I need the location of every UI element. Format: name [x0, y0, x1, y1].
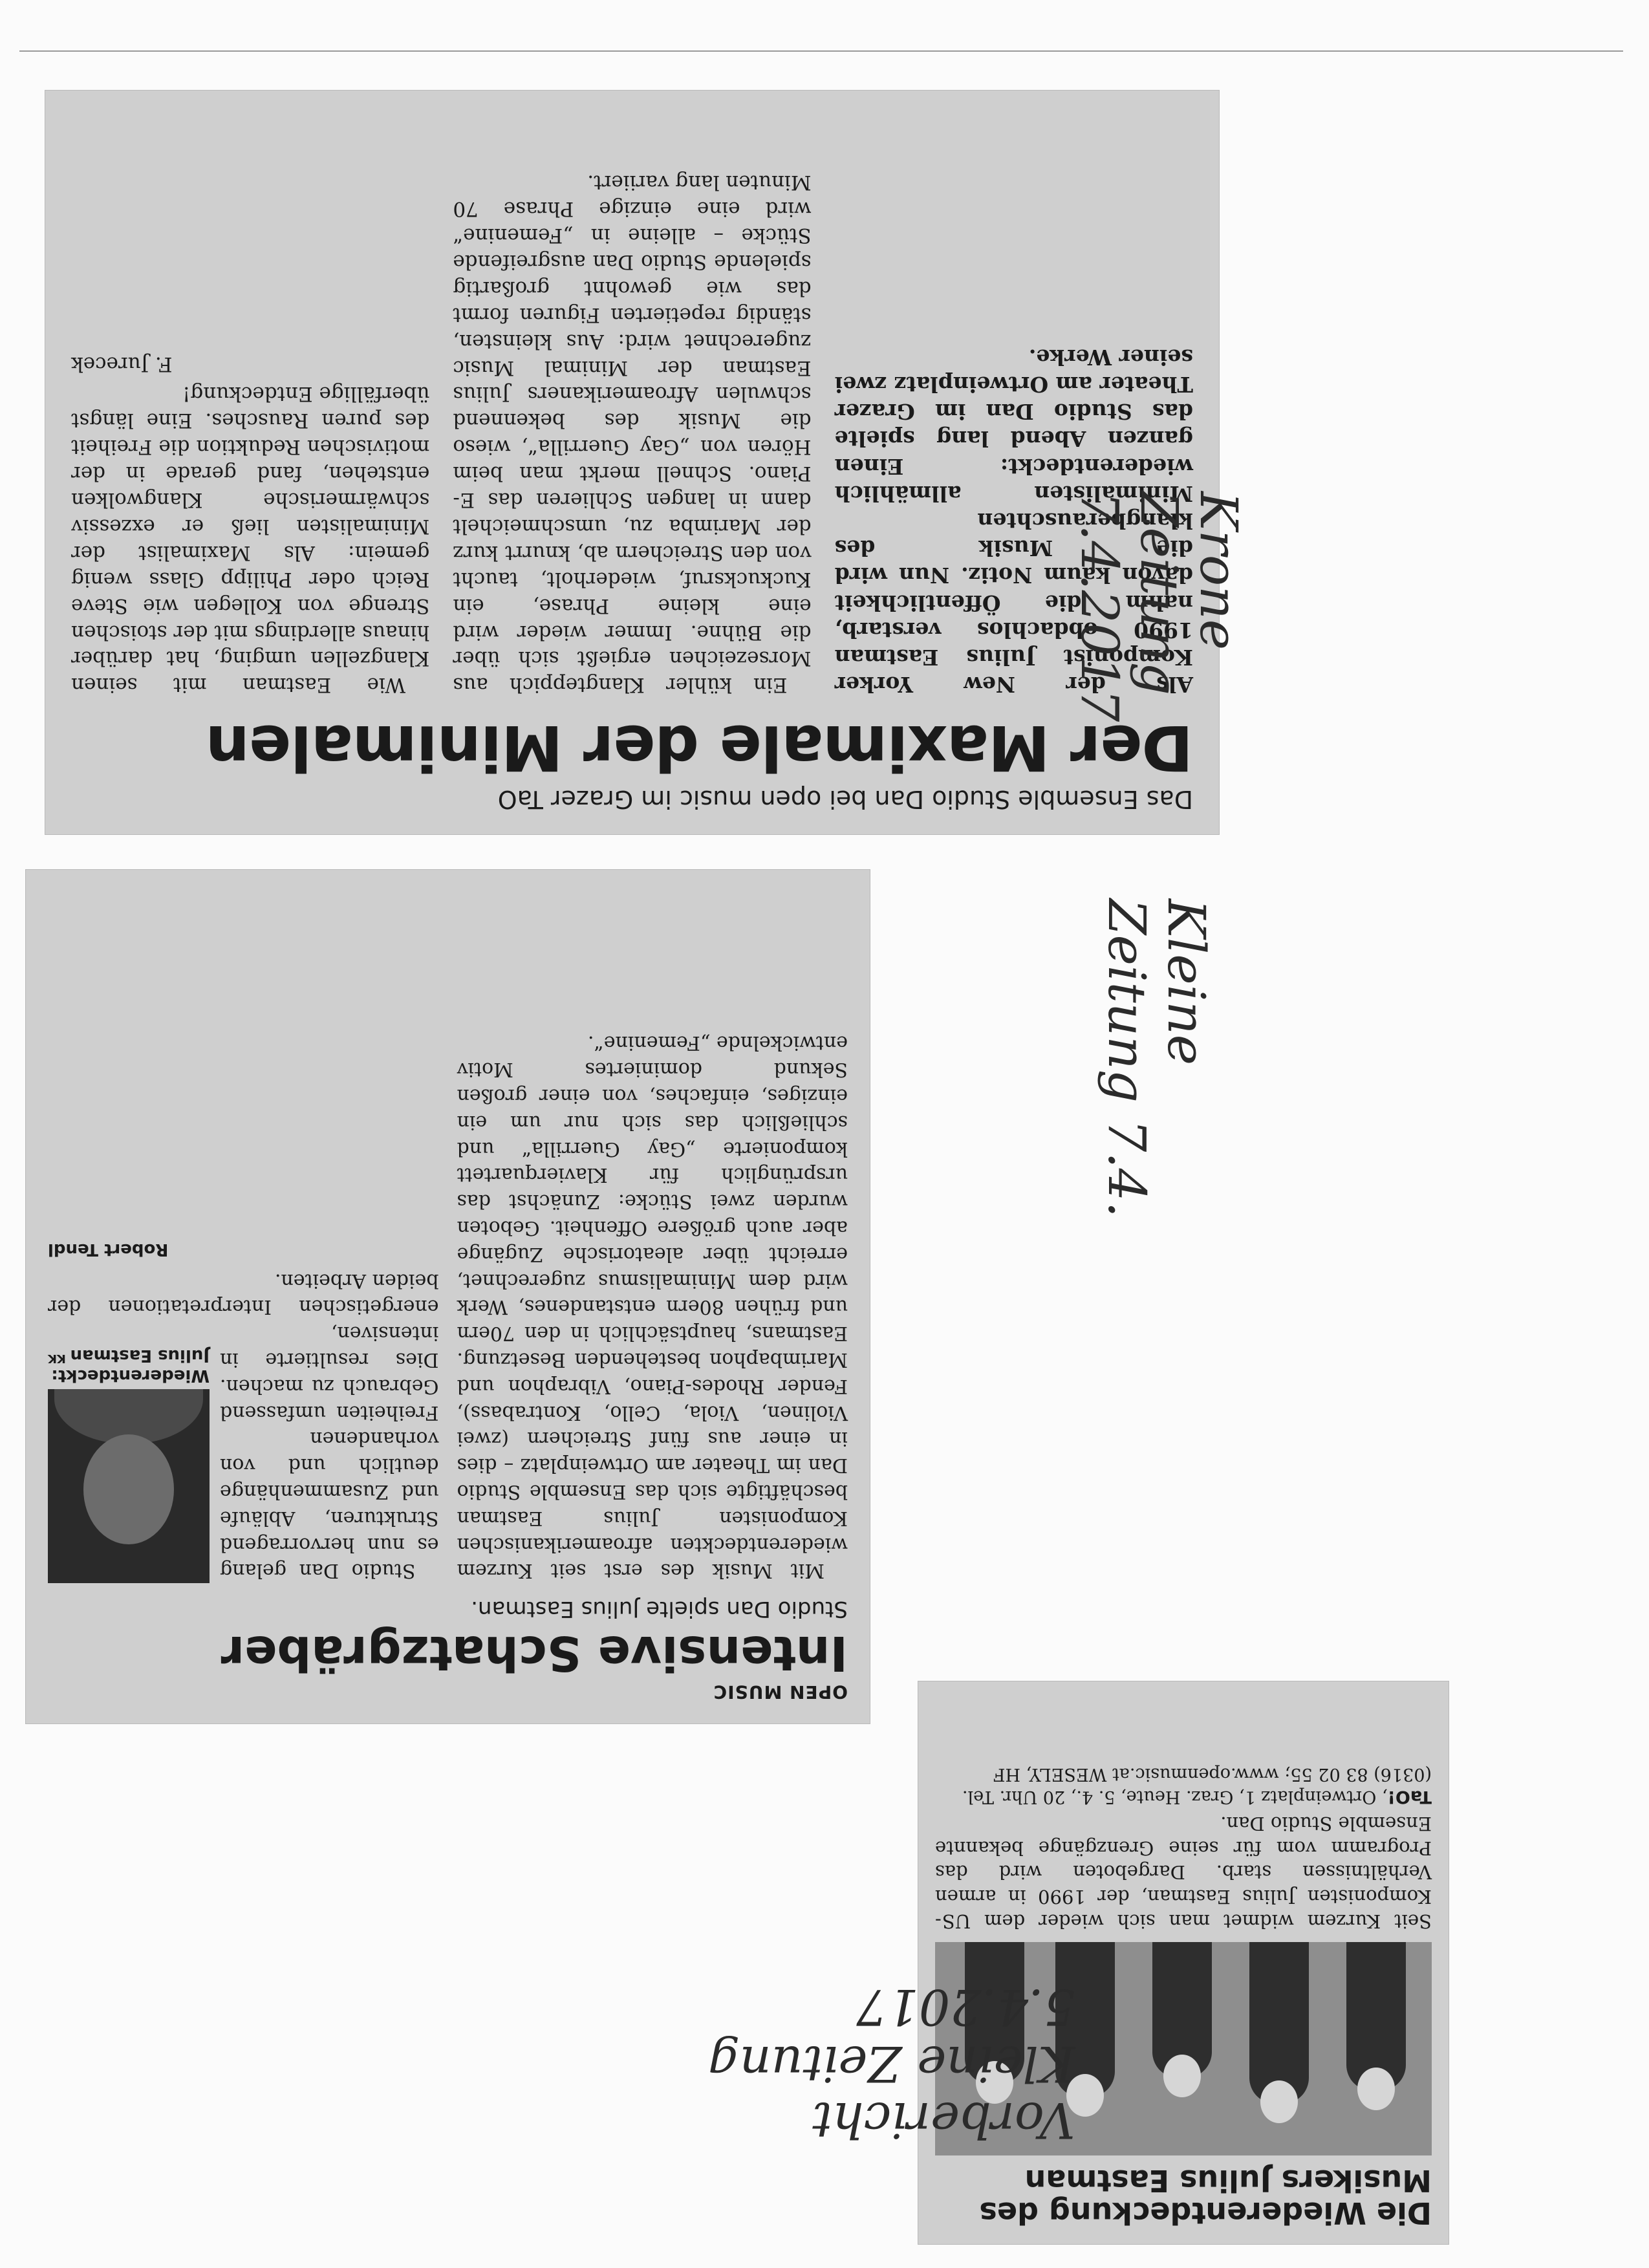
article-signature: F. Jurecek	[71, 352, 173, 376]
photo-credit: KK	[48, 1352, 66, 1366]
clipping-content	[26, 870, 870, 1723]
handwritten-line: Zeitung 7.4.	[1097, 899, 1157, 1218]
event-details: , Ortweinplatz 1, Graz. Heute, 5. 4., 20 Uhr. Tel. (0316) 83 02 55; www.openmusic.at	[962, 1764, 1432, 1808]
handwritten-line: 5.4.2017	[856, 1978, 1075, 2036]
handwritten-note-kleine-7-4	[1097, 899, 1216, 1218]
handwritten-note-krone	[1070, 491, 1248, 722]
article-headline: Intensive Schatzgräber	[221, 1625, 848, 1681]
musician-figure	[1249, 1942, 1309, 2104]
article-columns	[71, 166, 1193, 698]
musician-head	[1357, 2068, 1395, 2110]
article-column-1	[457, 1027, 848, 1584]
article-subhead: Studio Dan spielte Julius Eastman.	[471, 1596, 848, 1623]
article-column-2	[453, 166, 811, 698]
portrait-figure	[48, 1345, 210, 1583]
article-author: Robert Tendl	[48, 1239, 169, 1259]
clipping-intensive-schatzgraeber	[26, 870, 870, 1723]
handwritten-line: Vorbericht	[812, 2091, 1075, 2150]
photo-credit: WESELY, HF	[993, 1764, 1107, 1785]
handwritten-line: Krone	[1189, 491, 1249, 651]
musician-head	[1163, 2055, 1201, 2097]
handwritten-line: Kleine Zeitung	[708, 2035, 1075, 2093]
article-rubric: OPEN MUSIC	[713, 1681, 848, 1703]
clipping-der-maximale-der-minimalen	[45, 91, 1219, 834]
handwritten-note-vorbericht	[708, 1979, 1075, 2148]
musician-head	[1260, 2080, 1298, 2123]
article-paragraph: Studio Dan gelang es nun hervorragend Strukturen, Abläufe und Zusammenhänge deutlich und von vorhandenen Freiheiten umfassend Gebrauch zu machen. Dies resultierte in intensiven, energetischen Interpretationen der beiden Arbeiten.	[48, 1269, 439, 1582]
article-paragraph: Wie Eastman mit seinen Klangzellen umging, hat darüber hinaus allerdings mit der stoischen Strenge von Kollegen wie Steve Reich oder Philipp Glass wenig gemein: Als Maximalist der Minimalisten ließ er exzessiv schwärmerische Klangwolken entstehen, fand gerade in der motivischen Reduktion die Freiheit des puren Rausches. Eine längst überfällige Entdeckung!	[71, 382, 430, 697]
photo-caption	[48, 1345, 210, 1385]
clipping-content	[45, 91, 1219, 834]
handwritten-line: Kleine	[1156, 899, 1216, 1066]
portrait-photo	[48, 1389, 210, 1583]
event-venue: TaO!	[1387, 1787, 1432, 1808]
article-kicker: Das Ensemble Studio Dan bei open music im Grazer TaO	[497, 785, 1193, 814]
portrait-face-shape	[83, 1434, 174, 1544]
article-paragraph: Ein kühler Klangteppich aus Morsezeichen ergießt sich über die Bühne. Immer wieder wird eine kleine Phrase, ein Kuckucksruf, wiederholt, taucht von den Streichern ab, knurrt kurz der Marimba zu, umschmeichelt dann in langen Schlieren das E-Piano. Schnell merkt man beim Hören von „Gay Guerrilla“, wieso die Musik des bekennend schwulen Afroamerikaners Julius Eastman der Minimal Music zugerechnet wird: Aus kleinsten, ständig repetierten Figuren formt das wie gewohnt großartig spielende Studio Dan ausgreifende Stücke – alleine in „Femenine“ wird eine einzige Phrase 70 Minuten lang variiert.	[453, 171, 812, 697]
article-paragraph: Mit Musik des erst seit Kurzem wiederentdeckten afroamerikanischen Komponisten Julius Eastman beschäftigte sich das Ensemble Studio Dan im Theater am Ortweinplatz – dies in einer aus fünf Streichern (zwei Violinen, Viola, Cello, Kontrabass), Fender Rhodes-Piano, Vibraphon und Marimbaphon bestehenden Besetzung. Eastmans, hauptsächlich in den 70ern und frühen 80ern entstandenes, Werk wird dem Minimalismus zugerechnet, erreicht über aleatorische Zugänge aber auch größere Offenheit. Geboten wurden zwei Stücke: Zunächst das ursprünglich für Klavierquartett komponierte „Gay Guerrilla“ und schließlich das sich nur um ein einziges, einfaches, von einer großen Sekund dominiertes Motiv entwickelnde „Femenine“.	[457, 1031, 848, 1582]
article-column-3	[71, 166, 429, 698]
article-headline: Die Wiederentdeckung des Musikers Julius Eastman	[979, 2163, 1432, 2230]
article-lead: Als der New Yorker Komponist Julius Eastman 1990 obdachlos verstarb, nahm die Öffentlichkeit davon kaum Notiz. Nun wird die Musik des klangberauschten Minimalisten allmählich wiederentdeckt: Einen ganzen Abend lang spielte das Studio Dan im Grazer Theater am Ortweinplatz zwei seiner Werke.	[834, 344, 1193, 698]
article-columns	[48, 1027, 848, 1584]
article-headline: Der Maximale der Minimalen	[206, 711, 1193, 784]
article-column-2	[48, 1027, 439, 1584]
article-text: Seit Kurzem widmet man sich wieder dem US-Komponisten Julius Eastman, der 1990 in armen Verhältnissen starb. Dargeboten wird das Programm vom für seine Grenzgänge bekannte Ensemble Studio Dan.	[935, 1812, 1432, 1932]
handwritten-line: Zeitung	[1129, 491, 1189, 695]
clipping-wiederentdeckung	[918, 1681, 1449, 2244]
clipping-content	[918, 1681, 1449, 2244]
event-info	[935, 1763, 1432, 1808]
photo-caption-text: Wiederentdeckt: Julius Eastman	[51, 1346, 210, 1386]
handwritten-line: 7.4.2017	[1070, 491, 1130, 722]
page-top-rule	[19, 50, 1623, 52]
